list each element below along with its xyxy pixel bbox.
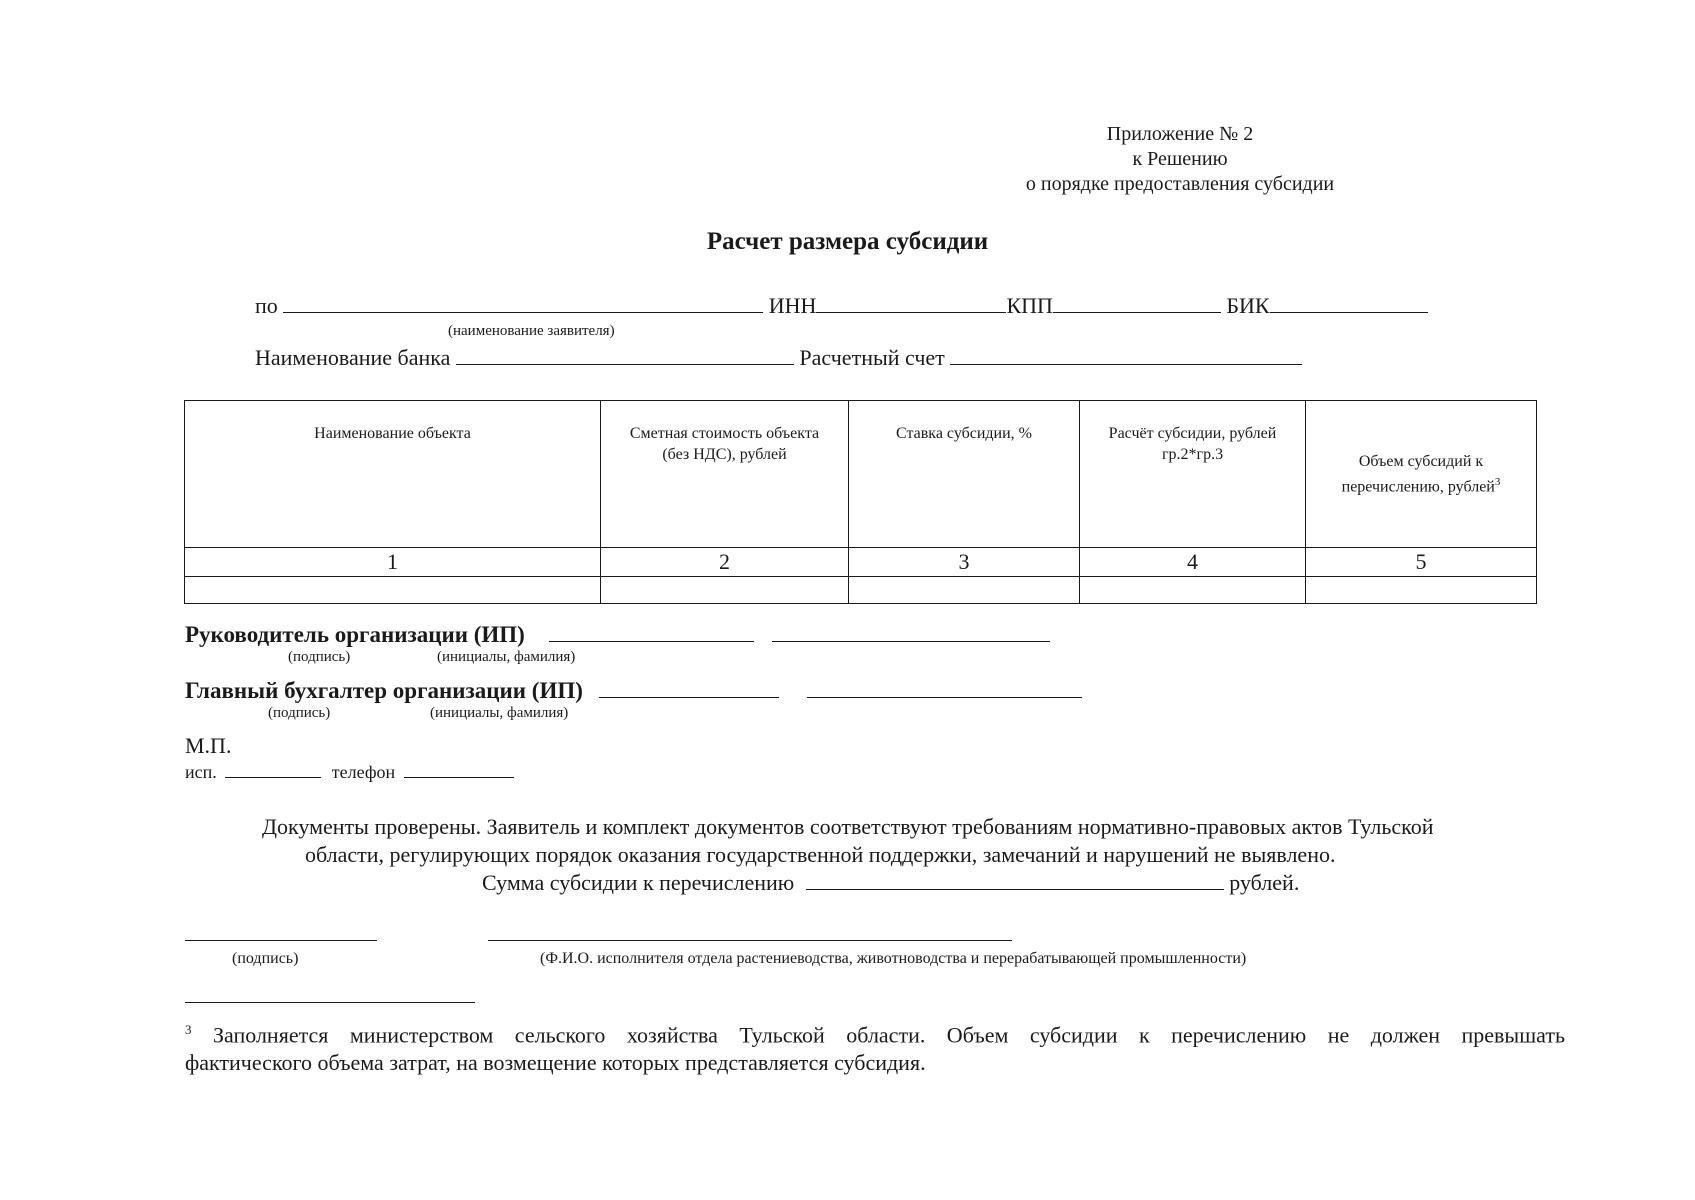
footnote-mark: 3 bbox=[185, 1022, 192, 1037]
table-cell: 2 bbox=[601, 548, 849, 577]
footnote-ref: 3 bbox=[1494, 475, 1501, 488]
appendix-header bbox=[960, 122, 1400, 197]
executor-fio-hint: (Ф.И.О. исполнителя отдела растениеводства, животноводства и перерабатывающей промышленности) bbox=[540, 950, 1247, 967]
table-cell[interactable] bbox=[1306, 577, 1537, 604]
head-label: Руководитель организации (ИП) bbox=[185, 622, 525, 647]
sum-label: Сумма субсидии к перечислению bbox=[482, 870, 795, 895]
account-field[interactable] bbox=[950, 363, 1302, 365]
table-cell: 4 bbox=[1080, 548, 1306, 577]
table-cell: 3 bbox=[849, 548, 1080, 577]
sum-unit: рублей. bbox=[1229, 870, 1300, 895]
table-header-cell: Сметная стоимость объекта (без НДС), рублей bbox=[601, 401, 849, 548]
table-cell[interactable] bbox=[849, 577, 1080, 604]
table-cell[interactable] bbox=[185, 577, 601, 604]
table-cell[interactable] bbox=[601, 577, 849, 604]
subsidy-calc-table bbox=[184, 400, 1537, 604]
table-cell[interactable] bbox=[1080, 577, 1306, 604]
executor-label: исп. bbox=[185, 762, 217, 782]
footnote bbox=[185, 1016, 1565, 1077]
executor-signature-hint: (подпись) bbox=[232, 950, 299, 967]
accountant-signature-hint: (подпись) bbox=[268, 705, 331, 721]
executor-signature-field[interactable] bbox=[185, 940, 377, 941]
kpp-field[interactable] bbox=[1053, 311, 1221, 313]
table-cell: 1 bbox=[185, 548, 601, 577]
accountant-signature-field[interactable] bbox=[599, 696, 779, 698]
executor-field[interactable] bbox=[225, 776, 321, 778]
footnote-line-1: $^3$ Заполняется министерством сельского хозяйства Тульской области. Объем субсидии к перечислению не должен превышать bbox=[185, 1022, 1565, 1048]
sum-field[interactable] bbox=[806, 888, 1224, 890]
table-header-cell: Расчёт субсидии, рублей гр.2*гр.3 bbox=[1080, 401, 1306, 548]
bank-label: Наименование банка bbox=[255, 345, 451, 370]
head-signature-line bbox=[185, 622, 1050, 648]
footnote-separator bbox=[185, 1002, 475, 1003]
applicant-hint: (наименование заявителя) bbox=[448, 323, 615, 339]
footnote-line-2: фактического объема затрат, на возмещение которых представляется субсидия. bbox=[185, 1050, 926, 1076]
bank-name-field[interactable] bbox=[456, 363, 794, 365]
head-initials-hint: (инициалы, фамилия) bbox=[437, 649, 576, 665]
phone-field[interactable] bbox=[404, 776, 514, 778]
appendix-subject: о порядке предоставления субсидии bbox=[1025, 173, 1335, 195]
table-header-cell: Ставка субсидии, % bbox=[849, 401, 1080, 548]
executor-line bbox=[185, 762, 514, 783]
applicant-line bbox=[255, 293, 1428, 319]
table-cell: 5 bbox=[1306, 548, 1537, 577]
table-header-cell: Объем субсидий к перечислению, рублей$^3$ bbox=[1306, 401, 1537, 548]
kpp-label: КПП bbox=[1006, 293, 1053, 318]
applicant-name-field[interactable] bbox=[283, 311, 763, 313]
subsidy-sum-line bbox=[482, 870, 1299, 896]
appendix-decision: к Решению bbox=[1132, 148, 1228, 170]
document-title: Расчет размера субсидии bbox=[706, 228, 989, 255]
accountant-signature-line bbox=[185, 678, 1082, 704]
verification-line-1: Документы проверены. Заявитель и комплект документов соответствуют требованиям нормативно-правовых актов Тульской bbox=[262, 814, 1434, 839]
executor-fio-field[interactable] bbox=[488, 940, 1012, 941]
phone-label: телефон bbox=[331, 762, 396, 782]
inn-label: ИНН bbox=[768, 293, 817, 318]
accountant-initials-field[interactable] bbox=[807, 696, 1082, 698]
inn-field[interactable] bbox=[816, 311, 1006, 313]
head-signature-field[interactable] bbox=[549, 640, 754, 642]
bank-line bbox=[255, 345, 1302, 371]
account-label: Расчетный счет bbox=[799, 345, 945, 370]
bik-label: БИК bbox=[1226, 293, 1270, 318]
table-header-cell: Наименование объекта bbox=[185, 401, 601, 548]
table-header-row bbox=[185, 401, 1537, 548]
table-row bbox=[185, 577, 1537, 604]
bik-field[interactable] bbox=[1270, 311, 1428, 313]
accountant-initials-hint: (инициалы, фамилия) bbox=[430, 705, 569, 721]
head-initials-field[interactable] bbox=[772, 640, 1050, 642]
po-label: по bbox=[255, 293, 278, 318]
accountant-label: Главный бухгалтер организации (ИП) bbox=[185, 678, 583, 703]
table-row bbox=[185, 548, 1537, 577]
seal-mark: М.П. bbox=[185, 733, 232, 758]
verification-line-2: области, регулирующих порядок оказания государственной поддержки, замечаний и нарушений не выявлено. bbox=[305, 842, 1336, 867]
appendix-number: Приложение № 2 bbox=[1106, 123, 1254, 145]
head-signature-hint: (подпись) bbox=[288, 649, 351, 665]
